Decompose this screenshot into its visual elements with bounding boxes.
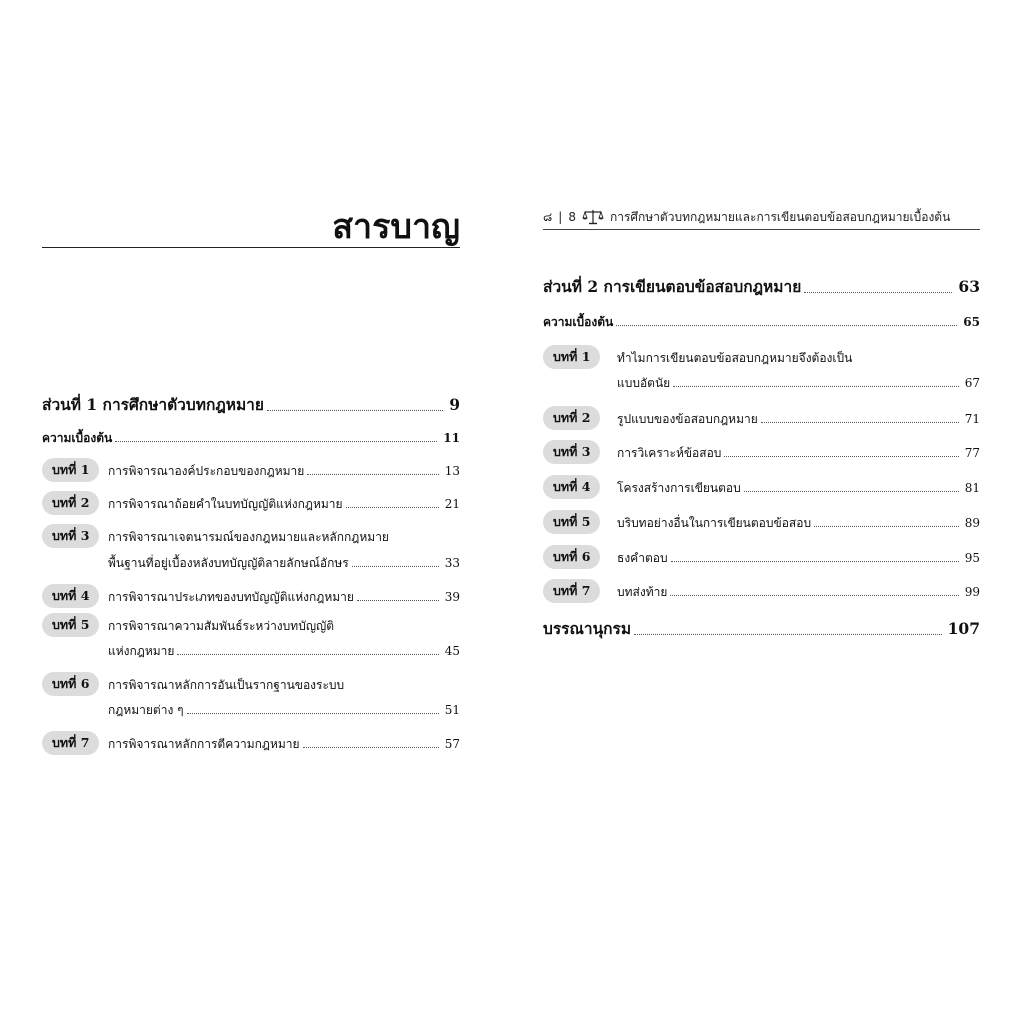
toc-chapter-entry [617,374,980,392]
toc-chapter-entry [617,514,980,532]
book-title: การศึกษาตัวบทกฎหมายและการเขียนตอบข้อสอบกฎหมายเบื้องต้น [609,210,951,224]
page-number: 33 [444,556,460,570]
page-number: 8 [568,210,576,224]
chapter-badge: บทที่ 5 [42,613,99,637]
page-number: 51 [444,703,460,717]
thai-page-number: ๘ [543,210,553,224]
page-number: 71 [964,412,980,426]
toc-bibliography [543,618,980,640]
toc-chapter-entry [617,549,980,567]
page-number: 57 [444,737,460,751]
left-page [42,0,460,1024]
chapter-title: การพิจารณาหลักการอันเป็นรากฐานของระบบ [108,678,345,692]
dot-leader [267,410,443,411]
dot-leader [670,595,958,596]
chapter-title: รูปแบบของข้อสอบกฎหมาย [617,412,758,426]
chapter-title: การพิจารณาองค์ประกอบของกฎหมาย [108,464,305,478]
dot-leader [616,325,957,326]
chapter-badge: บทที่ 2 [543,406,600,430]
page-title: สารบาญ [332,207,460,247]
chapter-badge: บทที่ 3 [543,440,600,464]
page-number: 89 [964,516,980,530]
page-number: 63 [958,277,980,296]
toc-chapter-entry [108,495,460,513]
dot-leader [177,654,438,655]
page-number: 95 [964,551,980,565]
toc-chapter-entry [617,444,980,462]
chapter-badge: บทที่ 4 [543,475,600,499]
chapter-badge: บทที่ 1 [543,345,600,369]
chapter-badge: บทที่ 6 [543,545,600,569]
dot-leader [671,561,959,562]
chapter-badge: บทที่ 4 [42,584,99,608]
dot-leader [307,474,438,475]
chapter-title-cont: แห่งกฎหมาย [108,644,175,658]
page-number: 81 [964,481,980,495]
chapter-title: การพิจารณาหลักการตีความกฎหมาย [108,737,300,751]
dot-leader [761,422,959,423]
chapter-title: บทส่งท้าย [617,585,668,599]
page-number: 45 [444,644,460,658]
dot-leader [187,713,439,714]
chapter-badge: บทที่ 2 [42,491,99,515]
dot-leader [634,634,942,635]
toc-chapter-entry [108,701,460,719]
toc-chapter-entry [108,735,460,753]
page-number: 39 [444,590,460,604]
chapter-badge: บทที่ 6 [42,672,99,696]
part-label: ส่วนที่ 1 การศึกษาตัวบทกฎหมาย [42,395,264,414]
right-page [543,0,980,1024]
intro-label: ความเบื้องต้น [543,315,614,329]
page-number: 77 [964,446,980,460]
toc-chapter-entry [617,479,980,497]
chapter-title-cont: กฎหมายต่าง ๆ [108,703,184,717]
chapter-title-cont: แบบอัตนัย [617,376,671,390]
chapter-title: การพิจารณาความสัมพันธ์ระหว่างบทบัญญัติ [108,619,335,633]
chapter-title-cont: พื้นฐานที่อยู่เบื้องหลังบทบัญญัติลายลักษณ์อักษร [108,556,349,570]
dot-leader [724,456,958,457]
dot-leader [804,292,952,293]
intro-label: ความเบื้องต้น [42,431,113,445]
title-divider [42,247,460,248]
dot-leader [303,747,439,748]
toc-part-2 [543,276,980,298]
toc-intro [42,429,460,447]
toc-chapter-entry [108,642,460,660]
dot-leader [357,600,439,601]
dot-leader [673,386,959,387]
bibliography-label: บรรณานุกรม [543,619,632,638]
page-number: 65 [963,315,980,329]
chapter-badge: บทที่ 1 [42,458,99,482]
running-head [543,208,980,226]
chapter-title: การพิจารณาเจตนารมณ์ของกฎหมายและหลักกฎหมาย [108,530,389,544]
part-label: ส่วนที่ 2 การเขียนตอบข้อสอบกฎหมาย [543,277,802,296]
toc-part-1 [42,394,460,416]
page-number: 9 [449,395,460,414]
page-number: 13 [444,464,460,478]
dot-leader [814,526,959,527]
chapter-title: บริบทอย่างอื่นในการเขียนตอบข้อสอบ [617,516,812,530]
toc-chapter-entry [108,588,460,606]
toc-chapter-entry [617,410,980,428]
dot-leader [346,507,439,508]
chapter-title: การวิเคราะห์ข้อสอบ [617,446,722,460]
scales-of-justice-icon [582,209,604,225]
toc-chapter-entry [108,462,460,480]
chapter-title: ทำไมการเขียนตอบข้อสอบกฎหมายจึงต้องเป็น [617,351,853,365]
page-number: 11 [443,431,460,445]
dot-leader [352,566,439,567]
chapter-badge: บทที่ 3 [42,524,99,548]
dot-leader [744,491,959,492]
page-number: 67 [964,376,980,390]
page-number: 21 [444,497,460,511]
chapter-badge: บทที่ 7 [42,731,99,755]
toc-chapter-entry [108,554,460,572]
page-number: 107 [947,619,980,638]
chapter-title: ธงคำตอบ [617,551,668,565]
separator: | [558,210,563,224]
chapter-badge: บทที่ 7 [543,579,600,603]
chapter-badge: บทที่ 5 [543,510,600,534]
toc-chapter-entry [617,583,980,601]
toc-intro [543,313,980,331]
chapter-title: การพิจารณาถ้อยคำในบทบัญญัติแห่งกฎหมาย [108,497,343,511]
dot-leader [115,441,437,442]
header-divider [543,229,980,230]
page-number: 99 [964,585,980,599]
chapter-title: โครงสร้างการเขียนตอบ [617,481,741,495]
chapter-title: การพิจารณาประเภทของบทบัญญัติแห่งกฎหมาย [108,590,354,604]
